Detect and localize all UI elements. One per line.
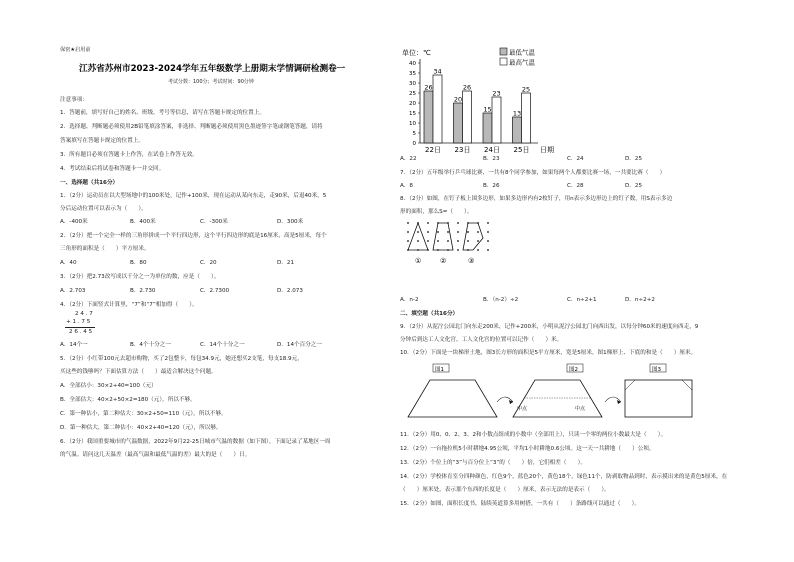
bar-value-label: 15 bbox=[483, 105, 492, 114]
peg-dot bbox=[417, 231, 419, 233]
trapezoid-figures bbox=[405, 362, 695, 424]
midpoint-label: 中点 bbox=[575, 406, 586, 412]
bar-high bbox=[522, 93, 531, 143]
bar-value-label: 26 bbox=[462, 83, 472, 92]
bar-low bbox=[424, 91, 433, 143]
peg-dot bbox=[417, 240, 419, 242]
q6-option: D．25 bbox=[625, 156, 643, 162]
q7-option: D．25 bbox=[625, 183, 643, 189]
sum-bottom: + 1 . 7 5 bbox=[66, 319, 91, 325]
q8-option: B．（n-2）÷2 bbox=[483, 297, 519, 303]
arrow-2-head bbox=[617, 400, 621, 404]
q14-text: 14．（2分）学校体育室分四种颜色，红色9个，蓝色20个，黄色18个，绿色11个，防剥取物品到时，表示摸出来的是黄色5厘米，在 bbox=[400, 474, 728, 480]
peg-dot bbox=[457, 231, 459, 233]
exam-page bbox=[55, 40, 745, 522]
peg-dot bbox=[437, 231, 439, 233]
peg-dot bbox=[487, 249, 489, 251]
y-tick-label: 25 bbox=[409, 91, 416, 97]
bar-low bbox=[454, 103, 463, 143]
notice-heading: 注意事项： bbox=[60, 97, 88, 103]
temperature-chart bbox=[400, 45, 580, 163]
chart-svg bbox=[400, 45, 580, 163]
q5-option: B．全部估大：40×2+50×2=180（元），所以不够。 bbox=[60, 397, 196, 403]
q6-option: B．23 bbox=[483, 156, 500, 162]
sum-result: 2 6 . 4 5 bbox=[69, 329, 93, 335]
y-tick-label: 0 bbox=[412, 141, 416, 147]
bar-value-label: 26 bbox=[424, 83, 433, 92]
q3-text: 3．（2分）把2.73改写成以千分之一为单位的数，应是（ ）。 bbox=[60, 274, 220, 280]
q2-option: B．80 bbox=[130, 260, 147, 266]
bar-value-label: 23 bbox=[492, 89, 501, 98]
x-tick-label: 25日 bbox=[513, 146, 530, 154]
notice-item: 2．选择题、判断题必须使用2B铅笔填涂答案，非选择、判断题必须使用黑色墨迹签字笔或钢笔答题，请将 bbox=[60, 124, 323, 130]
x-tick-label: 22日 bbox=[425, 146, 441, 154]
peg-dot bbox=[407, 231, 409, 233]
q5-option: C．第一种估小，第二种估大：30×2+50=110（元），所以不够。 bbox=[60, 411, 227, 417]
peg-board-figure bbox=[403, 220, 503, 266]
q1-option: D．300米 bbox=[277, 219, 304, 225]
peg-dot bbox=[487, 231, 489, 233]
q6-option: C．24 bbox=[567, 156, 584, 162]
peg-dot bbox=[447, 231, 449, 233]
q5-text: 5．（2分）小红带100元去超市购物，买了2包整卡，每包34.9元，她还想买2支笔，每支18.9元， bbox=[60, 356, 303, 362]
section2-heading: 二、填空题（共16分） bbox=[400, 311, 459, 317]
legend-label: 最高气温 bbox=[509, 58, 535, 67]
polygon-1 bbox=[408, 223, 428, 250]
y-tick-label: 30 bbox=[409, 81, 416, 87]
q2-text: 三角形的面积是（ ）平方厘米。 bbox=[60, 246, 150, 252]
q1-text: 分后运动位置可以表示为（ ）。 bbox=[60, 206, 147, 212]
q7-option: C．28 bbox=[567, 183, 584, 189]
q1-option: A．-400米 bbox=[60, 219, 88, 225]
section1-heading: 一、选择题（共16分） bbox=[60, 180, 119, 186]
q4-option: D．14个百分之一 bbox=[277, 342, 322, 348]
x-tick-label: 24日 bbox=[484, 146, 500, 154]
y-tick-label: 20 bbox=[409, 101, 416, 107]
fig3-corner bbox=[625, 380, 635, 390]
peg-dot bbox=[427, 222, 429, 224]
peg-dot bbox=[467, 240, 469, 242]
q5-option: D．第一种估大，第二种估小：40×2+40=120（元），所以够。 bbox=[60, 425, 222, 431]
q3-option: A．2.703 bbox=[60, 288, 86, 294]
peg-dot bbox=[437, 240, 439, 242]
exam-title: 江苏省苏州市2023-2024学年五年级数学上册期末学情调研检测卷一 bbox=[79, 64, 346, 74]
figure-1-trapezoid bbox=[408, 380, 497, 417]
peg-dot bbox=[447, 240, 449, 242]
bar-high bbox=[433, 75, 442, 143]
bar-low bbox=[483, 113, 492, 143]
q1-option: C．-300米 bbox=[200, 219, 228, 225]
legend-swatch bbox=[500, 48, 507, 55]
x-axis-label: 日期 bbox=[540, 146, 554, 154]
q9-text: 9．（2分）从泥泞公园北门向东走200米，记作+200米，小明从泥泞公园北门向西出发，以每分钟60米的速度向西走，9 bbox=[400, 324, 699, 330]
q8-text: 形的面积，那么S=（ ）。 bbox=[400, 209, 473, 215]
q3-option: D．2.073 bbox=[277, 288, 303, 294]
y-tick-label: 40 bbox=[409, 61, 416, 67]
q10-text: 10．（2分）下面是一块梯形土地，图3长方形的面积是5平方厘米，宽是5厘米，图1梯形上、下底的和是（ ）厘米。 bbox=[400, 350, 697, 356]
q6-text: 6．（2分）我国重要城市的气温数据，2022年9月22-25日城市气温的数据（如下图），下面记录了某地区一周 bbox=[60, 439, 331, 445]
q8-option: A．n-2 bbox=[400, 297, 419, 303]
legend-swatch bbox=[500, 58, 507, 65]
fig2-label: 图2 bbox=[569, 367, 578, 373]
q13-text: 13．（2分）个位上的“3”与百分位上“3”的（ ）倍，它们相差（ ）。 bbox=[400, 460, 587, 466]
q4-option: A．14个一 bbox=[60, 342, 88, 348]
bar-high bbox=[492, 97, 501, 143]
bar-value-label: 20 bbox=[453, 95, 463, 104]
q5-text: 买这些的钱够吗？下面估算方法（ ）最适合解决这个问题。 bbox=[60, 369, 217, 375]
notice-item: 答案填写在答题卡规定的位置上。 bbox=[60, 138, 144, 144]
notice-item: 4．考试结束后将试卷和答题卡一并交回。 bbox=[60, 166, 165, 172]
figure-3-rectangle bbox=[625, 380, 692, 417]
polygon-3 bbox=[463, 223, 483, 250]
peg-dot bbox=[457, 240, 459, 242]
q4-text: 4．（2分）下面竖式计算里，“7”和“7”相加得（ ）。 bbox=[60, 302, 198, 308]
bar-value-label: 34 bbox=[433, 67, 442, 76]
peg-dot bbox=[457, 249, 459, 251]
peg-dot bbox=[487, 240, 489, 242]
q1-option: B．400米 bbox=[130, 219, 156, 225]
q6-option: A．22 bbox=[400, 156, 417, 162]
x-tick-label: 23日 bbox=[454, 146, 471, 154]
peg-dot bbox=[427, 240, 429, 242]
polygon-label: ② bbox=[440, 257, 447, 265]
y-tick-label: 35 bbox=[409, 71, 416, 77]
bar-low bbox=[513, 117, 522, 143]
q4-option: C．14个十分之一 bbox=[200, 342, 245, 348]
peg-dot bbox=[407, 240, 409, 242]
q9-text: 分钟后到达工人文化宫，工人文化宫的位置可以记作（ ）米。 bbox=[400, 337, 563, 343]
bar-high bbox=[463, 91, 472, 143]
q6-text: 的气温。请问这几天温差（最高气温和最低气温的差）最大的是（ ）日。 bbox=[60, 452, 251, 458]
q5-option: A．全部估小：30×2+40=100（元） bbox=[60, 383, 157, 389]
peg-dot bbox=[487, 222, 489, 224]
peg-dot bbox=[457, 222, 459, 224]
fig3-label: 图3 bbox=[652, 367, 661, 373]
q14-text: （ ）厘米处，表示那个东西的长度是（ ）厘米，表示无法的是表示（ ）。 bbox=[400, 487, 610, 493]
q8-option: C．n÷2+1 bbox=[567, 297, 597, 303]
polygon-2 bbox=[433, 223, 453, 250]
sum-top: 2 4 . 7 bbox=[75, 311, 93, 317]
polygon-label: ① bbox=[415, 257, 422, 265]
q2-option: D．21 bbox=[277, 260, 295, 266]
q4-option: B．4个十分之一 bbox=[130, 342, 171, 348]
y-tick-label: 15 bbox=[409, 111, 416, 117]
secret-label: 保密★启用前 bbox=[60, 47, 91, 53]
midpoint-label: 中点 bbox=[517, 406, 528, 412]
q7-option: B．26 bbox=[483, 183, 500, 189]
q7-text: 7．（2分）五年级举行乒乓球比赛，一共有8个同学参加，如果每两个人都要比赛一场，一共要比赛（ ） bbox=[400, 170, 666, 176]
q3-option: C．2.7300 bbox=[200, 288, 230, 294]
q3-option: B．2.730 bbox=[130, 288, 156, 294]
peg-dot bbox=[467, 231, 469, 233]
peg-dot bbox=[427, 231, 429, 233]
bar-value-label: 13 bbox=[512, 109, 522, 118]
q4-vertical-sum bbox=[63, 311, 97, 339]
q7-option: A．8 bbox=[400, 183, 413, 189]
q8-text: 8．（2分）如图，在钉子板上围多边形，如果多边形内有2枚钉子，用n表示多边形边上的钉子数，用S表示多边 bbox=[400, 196, 673, 202]
q12-text: 12．（2分）一台拖拉机5小时耕地4.95公顷，平均1小时耕地0.6公顷。这一天一共耕地（ ）公顷。 bbox=[400, 446, 655, 452]
polygon-label: ③ bbox=[468, 257, 475, 265]
q8-option: D．n÷2+2 bbox=[625, 297, 655, 303]
q15-text: 15．（2分）如图，面积长度书，陆续英道算多用树搭，一共有（ ）条路线可以通过（ ）。 bbox=[400, 501, 641, 507]
peg-dot bbox=[477, 231, 479, 233]
exam-meta: 考试分数：100分；考试时间：90分钟 bbox=[168, 79, 254, 85]
bar-value-label: 25 bbox=[521, 85, 531, 94]
q2-option: A．40 bbox=[60, 260, 77, 266]
chart-unit: 单位：℃ bbox=[402, 49, 431, 57]
fig3-corner bbox=[682, 380, 692, 390]
notice-item: 3．所有题目必须在答题卡上作答，在试卷上作答无效。 bbox=[60, 152, 198, 158]
fig1-label: 图1 bbox=[435, 367, 444, 373]
peg-dot bbox=[407, 222, 409, 224]
arrow-1-head bbox=[509, 400, 513, 404]
peg-dot bbox=[477, 249, 479, 251]
q1-text: 1．（2分）运动员在以大型场地中的100米处，记作+100米，现在运动从某向东走，走90米，后退40米，5 bbox=[60, 193, 327, 199]
q11-text: 11．（2分）用0、0、2、3、2和小数点组成的小数中（全部用上），只读一个零的两位小数最大是（ ）。 bbox=[400, 432, 667, 438]
q2-text: 2．（2分）把一个完全一样的三角形拼成一个平行四边形，这个平行四边形的底是16厘米，高是5厘米，每个 bbox=[60, 233, 327, 239]
y-tick-label: 5 bbox=[412, 131, 416, 137]
legend-label: 最低气温 bbox=[509, 48, 535, 57]
y-tick-label: 10 bbox=[409, 121, 416, 127]
q2-option: C．20 bbox=[200, 260, 217, 266]
peg-dot bbox=[477, 240, 479, 242]
notice-item: 1．答题前，填写好自己的姓名、班级、考号等信息，请写在答题卡规定的位置上。 bbox=[60, 110, 265, 116]
sum-line bbox=[65, 327, 95, 328]
